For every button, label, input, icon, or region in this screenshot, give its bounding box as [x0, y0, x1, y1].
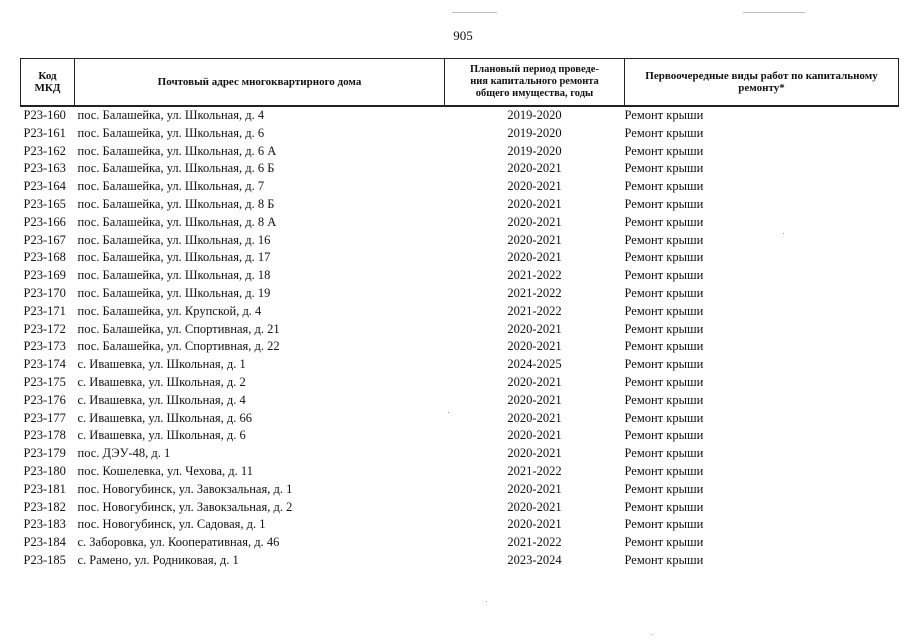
- cell-code: Р23-165: [23, 196, 66, 211]
- cell-work: Ремонт крыши: [624, 143, 704, 158]
- cell-work: Ремонт крыши: [624, 374, 704, 389]
- cell-code: Р23-175: [23, 374, 66, 389]
- cell-address: пос. Балашейка, ул. Школьная, д. 7: [77, 179, 265, 194]
- table-row: [21, 321, 899, 339]
- cell-code: Р23-167: [23, 232, 66, 247]
- cell-code: Р23-178: [23, 428, 66, 443]
- header-period-line1: Плановый период проведе-: [470, 64, 599, 75]
- cell-code: Р23-181: [23, 481, 66, 496]
- cell-code: Р23-161: [23, 125, 66, 140]
- cell-address: с. Ивашевка, ул. Школьная, д. 66: [77, 410, 252, 425]
- table-row: [21, 410, 899, 428]
- cell-period: 2020-2021: [507, 321, 562, 336]
- table-row: [21, 445, 899, 463]
- table-row: [21, 499, 899, 517]
- cell-code: Р23-160: [23, 108, 66, 122]
- cell-period: 2021-2022: [507, 535, 562, 550]
- cell-period: 2021-2022: [507, 285, 562, 300]
- cell-code: Р23-184: [23, 535, 66, 550]
- cell-code: Р23-177: [23, 410, 66, 425]
- cell-code: Р23-170: [23, 285, 66, 300]
- table-row: [21, 427, 899, 445]
- header-period-line3: общего имущества, годы: [475, 88, 594, 99]
- cell-address: пос. Балашейка, ул. Школьная, д. 16: [77, 232, 271, 247]
- cell-code: Р23-182: [23, 499, 66, 514]
- cell-work: Ремонт крыши: [624, 250, 704, 265]
- cell-work: Ремонт крыши: [624, 214, 704, 229]
- cell-code: Р23-180: [23, 463, 66, 478]
- cell-code: Р23-173: [23, 339, 66, 354]
- cell-address: пос. Балашейка, ул. Школьная, д. 6: [77, 125, 265, 140]
- cell-address: пос. Балашейка, ул. Школьная, д. 8 Б: [77, 196, 275, 211]
- table-row: [21, 552, 899, 570]
- cell-period: 2020-2021: [507, 250, 562, 265]
- table-row: [21, 356, 899, 374]
- table-row: [21, 232, 899, 250]
- cell-period: 2020-2021: [507, 214, 562, 229]
- cell-address: пос. Балашейка, ул. Крупской, д. 4: [77, 303, 262, 318]
- header-period: [445, 59, 625, 107]
- header-code: Код МКД: [21, 59, 75, 107]
- cell-address: пос. ДЭУ-48, д. 1: [77, 446, 171, 461]
- cell-period: 2019-2020: [507, 108, 562, 122]
- table-row: [21, 463, 899, 481]
- cell-address: с. Рамено, ул. Родниковая, д. 1: [77, 552, 239, 567]
- cell-code: Р23-171: [23, 303, 66, 318]
- cell-period: 2020-2021: [507, 499, 562, 514]
- cell-period: 2020-2021: [507, 179, 562, 194]
- table-row: [21, 160, 899, 178]
- cell-period: 2020-2021: [507, 232, 562, 247]
- table-row: [21, 338, 899, 356]
- cell-address: с. Заборовка, ул. Кооперативная, д. 46: [77, 535, 280, 550]
- cell-work: Ремонт крыши: [624, 428, 704, 443]
- cell-code: Р23-179: [23, 446, 66, 461]
- cell-period: 2020-2021: [507, 161, 562, 176]
- cell-work: Ремонт крыши: [624, 321, 704, 336]
- cell-code: Р23-169: [23, 268, 66, 283]
- table-row: [21, 267, 899, 285]
- cell-work: Ремонт крыши: [624, 339, 704, 354]
- cell-period: 2023-2024: [507, 552, 562, 567]
- cell-work: Ремонт крыши: [624, 196, 704, 211]
- cell-period: 2020-2021: [507, 339, 562, 354]
- cell-work: Ремонт крыши: [624, 481, 704, 496]
- cell-address: пос. Балашейка, ул. Спортивная, д. 22: [77, 339, 280, 354]
- cell-address: пос. Новогубинск, ул. Завокзальная, д. 2: [77, 499, 293, 514]
- cell-work: Ремонт крыши: [624, 285, 704, 300]
- cell-address: с. Ивашевка, ул. Школьная, д. 4: [77, 392, 246, 407]
- table-row: [21, 392, 899, 410]
- cell-period: 2020-2021: [507, 446, 562, 461]
- cell-address: пос. Кошелевка, ул. Чехова, д. 11: [77, 463, 253, 478]
- cell-address: пос. Новогубинск, ул. Садовая, д. 1: [77, 517, 266, 532]
- table-row: [21, 534, 899, 552]
- table-row: [21, 143, 899, 161]
- cell-code: Р23-166: [23, 214, 66, 229]
- cell-address: пос. Балашейка, ул. Школьная, д. 18: [77, 268, 271, 283]
- cell-address: пос. Балашейка, ул. Школьная, д. 6 А: [77, 143, 277, 158]
- table-row: [21, 285, 899, 303]
- cell-code: Р23-174: [23, 357, 66, 372]
- header-period-line2: ния капитального ремонта: [470, 76, 599, 87]
- cell-work: Ремонт крыши: [624, 499, 704, 514]
- cell-address: пос. Балашейка, ул. Школьная, д. 4: [77, 108, 265, 122]
- table-row: [21, 303, 899, 321]
- table-body: [21, 106, 899, 570]
- cell-period: 2020-2021: [507, 517, 562, 532]
- cell-work: Ремонт крыши: [624, 463, 704, 478]
- cell-work: Ремонт крыши: [624, 108, 704, 122]
- cell-period: 2020-2021: [507, 196, 562, 211]
- table-row: [21, 516, 899, 534]
- scan-speck: [486, 601, 487, 602]
- cell-period: 2021-2022: [507, 268, 562, 283]
- header-works-line1: Первоочередные виды работ по капитальному: [645, 70, 878, 82]
- cell-work: Ремонт крыши: [624, 357, 704, 372]
- cell-period: 2021-2022: [507, 303, 562, 318]
- cell-code: Р23-176: [23, 392, 66, 407]
- cell-work: Ремонт крыши: [624, 446, 704, 461]
- cell-address: с. Ивашевка, ул. Школьная, д. 2: [77, 374, 246, 389]
- cell-code: Р23-164: [23, 179, 66, 194]
- cell-period: 2021-2022: [507, 463, 562, 478]
- scan-speck: [652, 634, 653, 635]
- cell-address: пос. Балашейка, ул. Школьная, д. 19: [77, 285, 271, 300]
- table-row: [21, 178, 899, 196]
- cell-address: с. Ивашевка, ул. Школьная, д. 1: [77, 357, 246, 372]
- cell-period: 2020-2021: [507, 481, 562, 496]
- cell-work: Ремонт крыши: [624, 535, 704, 550]
- table-row: [21, 249, 899, 267]
- cell-period: 2020-2021: [507, 374, 562, 389]
- table-header: [21, 59, 899, 107]
- cell-period: 2020-2021: [507, 410, 562, 425]
- cell-code: Р23-168: [23, 250, 66, 265]
- cell-work: Ремонт крыши: [624, 410, 704, 425]
- cell-work: Ремонт крыши: [624, 392, 704, 407]
- table-row: [21, 125, 899, 143]
- cell-address: пос. Новогубинск, ул. Завокзальная, д. 1: [77, 481, 293, 496]
- table-row: [21, 106, 899, 125]
- cell-period: 2019-2020: [507, 143, 562, 158]
- cell-period: 2020-2021: [507, 392, 562, 407]
- cell-work: Ремонт крыши: [624, 161, 704, 176]
- header-works-line2: ремонту*: [738, 82, 785, 94]
- cell-period: 2024-2025: [507, 357, 562, 372]
- cell-work: Ремонт крыши: [624, 552, 704, 567]
- header-address: Почтовый адрес многоквартирного дома: [75, 59, 445, 107]
- table-row: [21, 481, 899, 499]
- table-row: [21, 196, 899, 214]
- cell-address: с. Ивашевка, ул. Школьная, д. 6: [77, 428, 246, 443]
- cell-address: пос. Балашейка, ул. Спортивная, д. 21: [77, 321, 280, 336]
- cell-period: 2020-2021: [507, 428, 562, 443]
- cell-work: Ремонт крыши: [624, 517, 704, 532]
- cell-work: Ремонт крыши: [624, 268, 704, 283]
- cell-address: пос. Балашейка, ул. Школьная, д. 8 А: [77, 214, 277, 229]
- cell-work: Ремонт крыши: [624, 179, 704, 194]
- table-row: [21, 374, 899, 392]
- header-works: [625, 59, 899, 107]
- top-rule-left: [452, 12, 497, 13]
- cell-address: пос. Балашейка, ул. Школьная, д. 6 Б: [77, 161, 275, 176]
- capital-repair-table: [20, 58, 899, 570]
- cell-code: Р23-172: [23, 321, 66, 336]
- page-number: 905: [453, 28, 473, 43]
- scan-speck: [783, 233, 784, 234]
- table-row: [21, 214, 899, 232]
- cell-code: Р23-183: [23, 517, 66, 532]
- cell-address: пос. Балашейка, ул. Школьная, д. 17: [77, 250, 271, 265]
- table-header-row: [21, 59, 899, 107]
- cell-code: Р23-162: [23, 143, 66, 158]
- cell-period: 2019-2020: [507, 125, 562, 140]
- scan-speck: [448, 412, 449, 413]
- cell-work: Ремонт крыши: [624, 303, 704, 318]
- top-rule-right: [743, 12, 805, 13]
- cell-code: Р23-185: [23, 552, 66, 567]
- cell-code: Р23-163: [23, 161, 66, 176]
- cell-work: Ремонт крыши: [624, 232, 704, 247]
- cell-work: Ремонт крыши: [624, 125, 704, 140]
